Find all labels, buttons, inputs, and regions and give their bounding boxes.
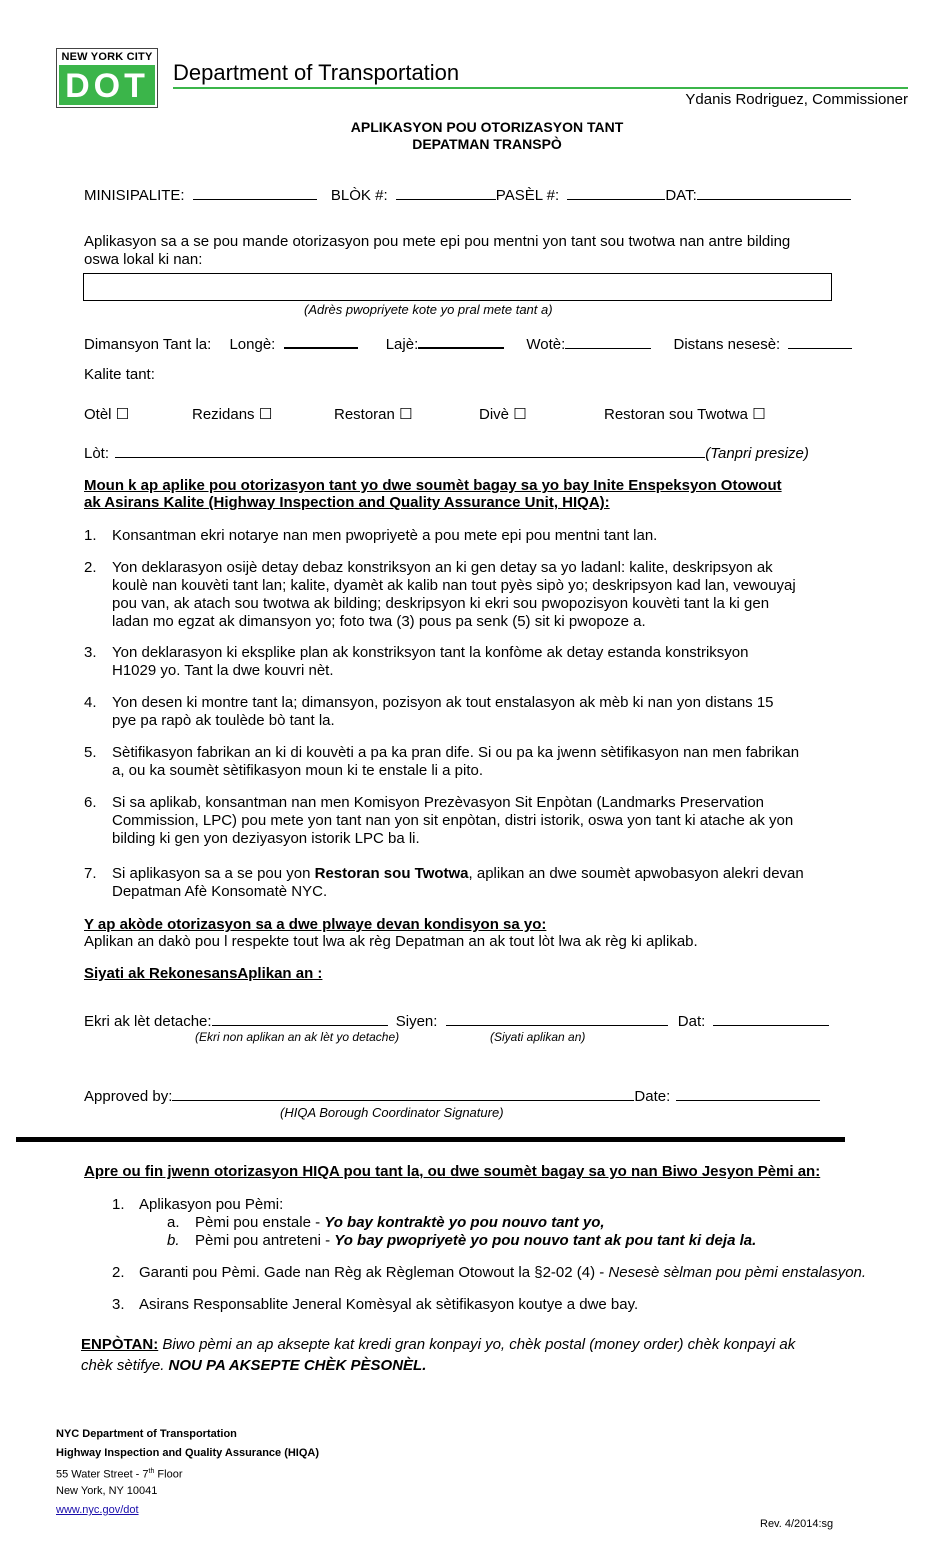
signature-heading: Siyati ak RekonesansAplikan an : <box>84 965 323 982</box>
wote-label: Wotè: <box>526 336 566 353</box>
item-text: bilding ki gen yon deziyasyon istorik LPC ba li. <box>112 830 420 847</box>
list-item <box>84 694 844 730</box>
type-sidewalk-restaurant-checkbox[interactable]: Restoran sou Twotwa ☐ <box>604 406 766 423</box>
footer-address1-post: Floor <box>154 1468 183 1481</box>
item-text: pou van, ak atach sou twotwa ak bilding; deskripsyon ki ekri sou pwopozisyon kouvèti tant la ki gen <box>112 595 770 612</box>
address-caption: (Adrès pwopriyete kote yo pral mete tant a) <box>304 302 553 317</box>
item-number: 3. <box>84 644 97 661</box>
dimension-row <box>84 334 852 354</box>
ekri-field[interactable] <box>212 1012 388 1026</box>
date-field[interactable] <box>676 1087 820 1101</box>
item-text: Depatman Afè Konsomatè NYC. <box>112 883 328 900</box>
footer-unit: Highway Inspection and Quality Assurance (HIQA) <box>56 1447 320 1459</box>
item7-text-pre: Si aplikasyon sa a se pou yon <box>112 865 315 882</box>
item-text <box>112 865 844 883</box>
footer-link[interactable]: www.nyc.gov/dot <box>56 1504 139 1516</box>
minisipalite-field[interactable] <box>193 186 317 200</box>
form-title-line2: DEPATMAN TRANSPÒ <box>412 136 562 152</box>
distans-field[interactable] <box>788 335 852 349</box>
notice-text: Biwo pèmi an ap aksepte kat kredi gran konpayi yo, chèk postal (money order) chèk konpayi ak <box>158 1336 796 1353</box>
approved-field[interactable] <box>172 1087 634 1101</box>
item-text: Commission, LPC) pou mete yon tant nan yon sit enpòtan, distri istorik, oswa yon tant ki atache ak yon <box>112 812 794 829</box>
longe-label: Longè: <box>229 336 276 353</box>
laje-field[interactable] <box>418 334 504 349</box>
pasel-label: PASÈL #: <box>495 187 560 204</box>
sub-b-letter: b. <box>167 1232 180 1249</box>
item-text: Yon desen ki montre tant la; dimansyon, pozisyon ak tout enstalasyon ak mèb ki nan yon distans 15 <box>112 694 774 711</box>
sig-dat-label: Dat: <box>677 1013 706 1030</box>
footer-address1-sup: th <box>148 1468 155 1475</box>
wote-field[interactable] <box>565 335 651 349</box>
notice-line1 <box>81 1336 795 1354</box>
item-number: 4. <box>84 694 97 711</box>
requirements-heading-line2: ak Asirans Kalite (Highway Inspection and Quality Assurance Unit, HIQA): <box>84 494 610 511</box>
after-item2-text: Garanti pou Pèmi. Gade nan Règ ak Règleman Otowout la §2-02 (4) - <box>139 1264 609 1281</box>
item-text: H1029 yo. Tant la dwe kouvri nèt. <box>112 662 334 679</box>
parcel-row <box>84 186 851 205</box>
form-title-line1: APLIKASYON POU OTORIZASYON TANT <box>350 119 624 135</box>
type-restaurant-checkbox[interactable]: Restoran ☐ <box>334 406 413 423</box>
item-text: ladan mo egzat ak dimansyon yo; foto twa (3) pous pa senk (5) sit ki pwopoze a. <box>112 613 646 630</box>
dat-field[interactable] <box>697 186 851 200</box>
item-number: 5. <box>84 744 97 761</box>
after-item2 <box>139 1264 866 1282</box>
item7-text-post: , aplikan an dwe soumèt apwobasyon alekri devan <box>468 865 804 882</box>
item-text: Yon deklarasyon osijè detay debaz konstriksyon an ki gen detay sa yo ladanl: kalite, deskripsyon ak <box>112 559 773 576</box>
list-item <box>84 644 844 680</box>
notice-line2 <box>81 1357 426 1375</box>
footer-address1 <box>56 1465 183 1482</box>
revision: Rev. 4/2014:sg <box>760 1518 834 1530</box>
sub-b-bold: Yo bay pwopriyetè yo pou nouvo tant ak pou tant ki deja la. <box>334 1232 757 1249</box>
after-item3-number: 3. <box>112 1296 125 1313</box>
type-hotel-checkbox[interactable]: Otèl ☐ <box>84 406 130 423</box>
item7-text-bold: Restoran sou Twotwa <box>314 865 469 882</box>
item-text: pye pa rapò ak toulède bò tant la. <box>112 712 335 729</box>
lot-row <box>84 444 809 463</box>
list-item <box>84 794 844 848</box>
after-item1-number: 1. <box>112 1196 125 1213</box>
item-text: koulè nan kouvèti tant lan; kalite, dyamèt ak kalib nan tout pyès sipò yo; deskripsyon kad lan, vewouyaj <box>112 577 796 594</box>
after-item2-number: 2. <box>112 1264 125 1281</box>
department-name: Department of Transportation <box>173 60 460 85</box>
distans-label: Distans nesesè: <box>673 336 781 353</box>
blok-label: BLÒK #: <box>330 187 388 204</box>
item-number: 2. <box>84 559 97 576</box>
date-label: Date: <box>634 1088 671 1105</box>
lot-caption: (Tanpri presize) <box>705 445 809 462</box>
type-misc-checkbox[interactable]: Divè ☐ <box>479 406 527 423</box>
after-item3-text: Asirans Responsablite Jeneral Komèsyal ak sètifikasyon koutye a dwe bay. <box>139 1296 639 1313</box>
notice-label: ENPÒTAN: <box>81 1336 159 1353</box>
kalite-label: Kalite tant: <box>84 366 155 383</box>
list-item <box>84 559 844 631</box>
section-divider <box>16 1137 845 1142</box>
logo-mark: DOT <box>65 67 149 105</box>
logo-text: NEW YORK CITY <box>61 51 153 63</box>
item-text: Konsantman ekri notarye nan men pwopriyetè a pou mete epi pou mentni tant lan. <box>112 527 658 544</box>
minisipalite-label: MINISIPALITE: <box>84 187 185 204</box>
commissioner: Ydanis Rodriguez, Commissioner <box>685 91 908 108</box>
pasel-field[interactable] <box>567 186 665 200</box>
dimension-label: Dimansyon Tant la: <box>84 336 212 353</box>
longe-field[interactable] <box>284 334 358 349</box>
list-item <box>84 744 844 780</box>
siyen-field[interactable] <box>446 1012 668 1026</box>
list-item <box>84 865 844 901</box>
after-heading: Apre ou fin jwenn otorizasyon HIQA pou tant la, ou dwe soumèt bagay sa yo nan Biwo Jesyon Pèmi an: <box>84 1163 821 1180</box>
item-text: a, ou ka soumèt sètifikasyon moun ki te enstale li a pito. <box>112 762 484 779</box>
item-text: Sètifikasyon fabrikan an ki di kouvèti a pa ka pran dife. Si ou pa ka jwenn sètifikasyon nan men fabrikan <box>112 744 800 761</box>
conditions-heading: Y ap akòde otorizasyon sa a dwe plwaye devan kondisyon sa yo: <box>84 916 547 933</box>
siyen-caption: (Siyati aplikan an) <box>490 1030 586 1044</box>
list-item <box>84 527 844 545</box>
requirements-heading-line1: Moun k ap aplike pou otorizasyon tant yo dwe soumèt bagay sa yo bay Inite Enspeksyon Otowout <box>84 477 782 494</box>
footer-org: NYC Department of Transportation <box>56 1428 237 1440</box>
item-text: Si sa aplikab, konsantman nan men Komisyon Prezèvasyon Sit Enpòtan (Landmarks Preservation <box>112 794 765 811</box>
after-item2-italic: Nesesè sèlman pou pèmi enstalasyon. <box>608 1264 867 1281</box>
sub-a-letter: a. <box>167 1214 180 1231</box>
header-rule <box>173 87 908 89</box>
notice-text: chèk sètifye. <box>81 1357 169 1374</box>
intro-line2: oswa lokal ki nan: <box>84 251 203 268</box>
after-item1-text: Aplikasyon pou Pèmi: <box>139 1196 284 1213</box>
sub-b-text: Pèmi pou antreteni - <box>195 1232 335 1249</box>
sub-b <box>195 1232 756 1250</box>
sub-a-bold: Yo bay kontraktè yo pou nouvo tant yo, <box>324 1214 605 1231</box>
item-number: 6. <box>84 794 97 811</box>
ekri-caption: (Ekri non aplikan an ak lèt yo detache) <box>195 1030 400 1044</box>
sub-a-text: Pèmi pou enstale - <box>195 1214 325 1231</box>
type-residence-checkbox[interactable]: Rezidans ☐ <box>192 406 273 423</box>
footer-address1-text: 55 Water Street - 7 <box>56 1468 149 1481</box>
blok-field[interactable] <box>396 186 496 200</box>
laje-label: Lajè: <box>385 336 419 353</box>
intro-line1: Aplikasyon sa a se pou mande otorizasyon pou mete epi pou mentni yon tant sou twotwa nan antre bilding <box>84 233 791 250</box>
notice-bold: NOU PA AKSEPTE CHÈK PÈSONÈL. <box>168 1357 427 1374</box>
approved-label: Approved by: <box>84 1088 173 1105</box>
footer-address2: New York, NY 10041 <box>56 1485 158 1497</box>
siyen-label: Siyen: <box>395 1013 438 1030</box>
address-input[interactable] <box>83 273 832 301</box>
item-number: 1. <box>84 527 97 544</box>
sub-a <box>195 1214 605 1232</box>
sig-dat-field[interactable] <box>713 1012 829 1026</box>
dat-label: DAT: <box>665 187 697 204</box>
lot-label: Lòt: <box>84 445 110 462</box>
ekri-label: Ekri ak lèt detache: <box>84 1013 212 1030</box>
lot-field[interactable] <box>115 444 705 458</box>
item-number: 7. <box>84 865 97 882</box>
item-text: Yon deklarasyon ki eksplike plan ak konstriksyon tant la konfòme ak detay estanda konstriksyon <box>112 644 749 661</box>
conditions-text: Aplikan an dakò pou l respekte tout lwa ak règ Depatman an ak tout lòt lwa ak règ ki aplikab. <box>84 933 698 950</box>
nyc-dot-logo <box>56 48 158 108</box>
approved-caption: (HIQA Borough Coordinator Signature) <box>280 1105 504 1120</box>
